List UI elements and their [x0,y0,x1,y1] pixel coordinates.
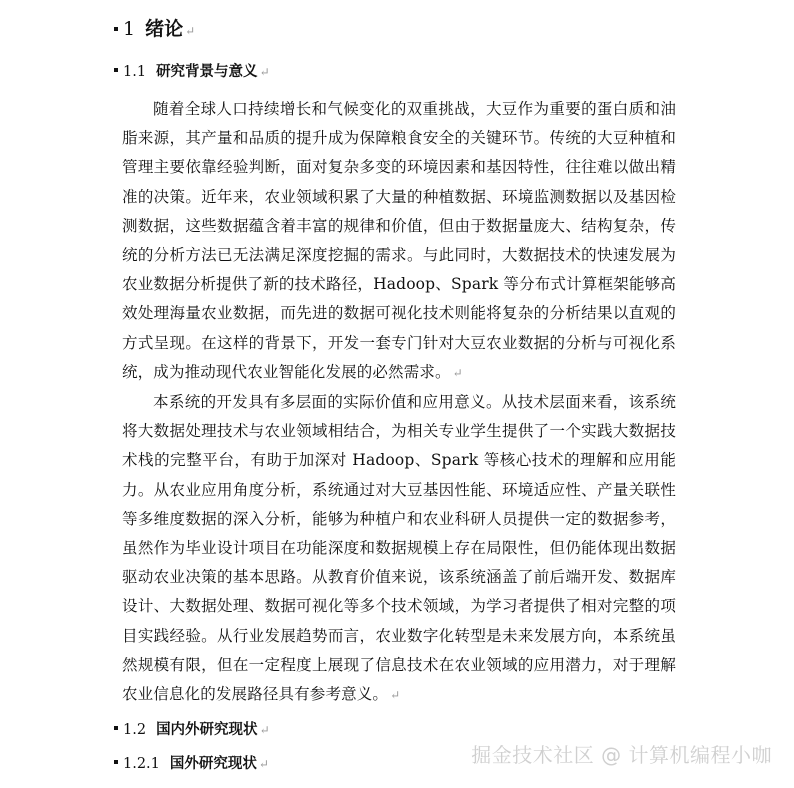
paragraph-mark-icon: ↵ [259,723,270,737]
heading-marker [114,27,118,31]
chapter-heading [114,14,195,41]
section-title: 国内外研究现状 [156,721,258,738]
section-heading-1-2 [114,718,270,739]
watermark: 掘金技术社区 @ 计算机编程小咖 [471,743,772,767]
paragraph-text: 本系统的开发具有多层面的实际价值和应用意义。从技术层面来看，该系统将大数据处理技术与农业领域相结合，为相关专业学生提供了一个实践大数据技术栈的完整平台，有助于加深对 Hadoop、Spark 等核心技术的理解和应用能力。从农业应用角度分析，系统通过对大豆基因性能、环境适应性、产量关联性等多维度数据的深入分析，能够为种植户和农业科研人员提供一定的数据参考，虽然作为毕业设计项目在功能深度和数据规模上存在局限性，但仍能体现出数据驱动农业决策的基本思路。从教育价值来说，该系统涵盖了前后端开发、数据库设计、大数据处理、数据可视化等多个技术领域，为学习者提供了相对完整的项目实践经验。从行业发展趋势而言，农业数字化转型是未来发展方向，本系统虽然规模有限，但在一定程度上展现了信息技术在农业领域的应用潜力，对于理解农业信息化的发展路径具有参考意义。 [122,393,676,704]
body-paragraph-2 [122,388,676,710]
paragraph-mark-icon: ↵ [452,365,463,380]
subsection-number: 1.2.1 [123,756,160,772]
paragraph-text: 随着全球人口持续增长和气候变化的双重挑战，大豆作为重要的蛋白质和油脂来源，其产量和品质的提升成为保障粮食安全的关键环节。传统的大豆种植和管理主要依靠经验判断，面对复杂多变的环境因素和基因特性，往往难以做出精准的决策。近年来，农业领域积累了大量的种植数据、环境监测数据以及基因检测数据，这些数据蕴含着丰富的规律和价值，但由于数据量庞大、结构复杂，传统的分析方法已无法满足深度挖掘的需求。与此同时，大数据技术的快速发展为农业数据分析提供了新的技术路径，Hadoop、Spark 等分布式计算框架能够高效处理海量农业数据，而先进的数据可视化技术则能将复杂的分析结果以直观的方式呈现。在这样的背景下，开发一套专门针对大豆农业数据的分析与可视化系统，成为推动现代农业智能化发展的必然需求。 [122,100,676,381]
section-title: 研究背景与意义 [156,63,258,80]
section-heading-1-1 [114,60,270,81]
heading-marker [114,726,118,730]
subsection-title: 国外研究现状 [169,755,257,772]
paragraph-mark-icon: ↵ [258,757,269,771]
chapter-number: 1 [123,18,136,40]
heading-marker [114,68,118,72]
subsection-heading-1-2-1 [114,752,269,773]
section-number: 1.1 [123,64,147,80]
body-paragraph-1 [122,95,676,388]
heading-marker [114,760,118,764]
paragraph-mark-icon: ↵ [390,688,401,703]
paragraph-mark-icon: ↵ [185,24,196,38]
paragraph-mark-icon: ↵ [259,65,270,79]
chapter-title: 绪论 [145,18,184,40]
section-number: 1.2 [123,722,147,738]
